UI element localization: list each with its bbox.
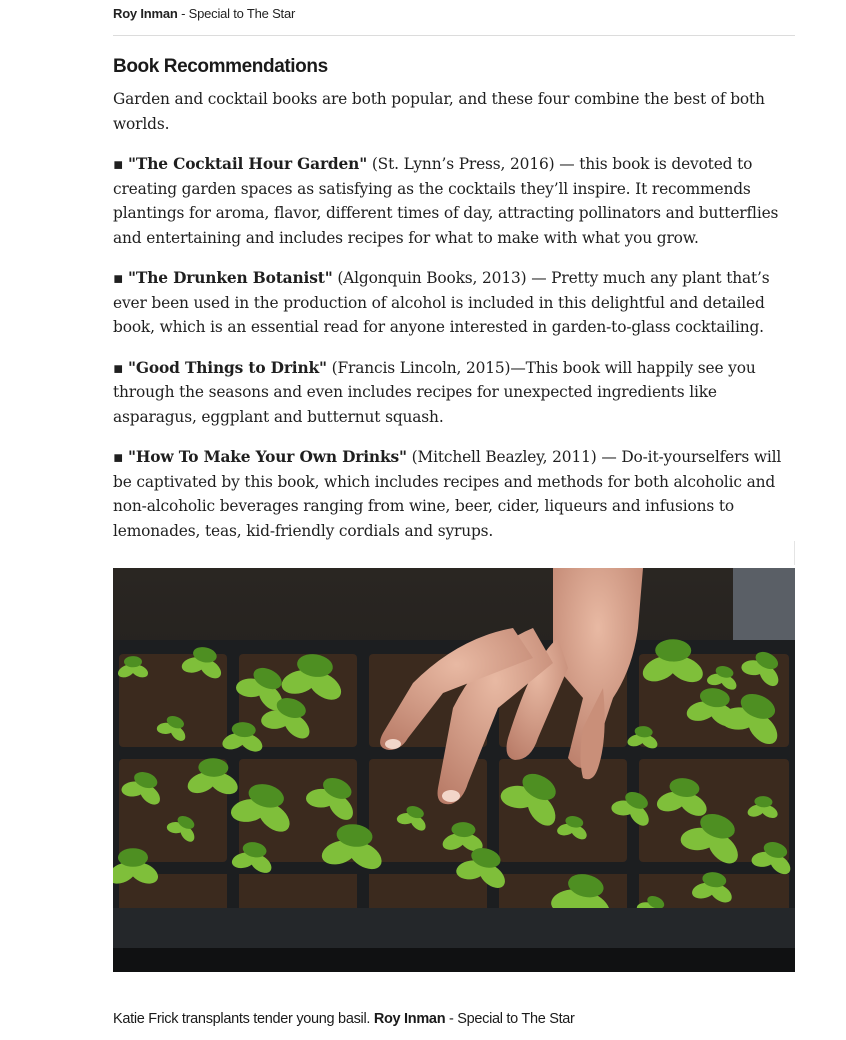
caption-text: Katie Frick transplants tender young basil. bbox=[113, 1011, 374, 1027]
sleeve bbox=[733, 568, 795, 648]
tray-lip bbox=[113, 908, 795, 948]
fingernail bbox=[442, 790, 460, 802]
caption-affiliation: - Special to The Star bbox=[445, 1011, 575, 1027]
basil-photo bbox=[113, 568, 795, 972]
caption-author: Roy Inman bbox=[373, 1011, 446, 1027]
book-title: "Good Things to Drink" bbox=[128, 358, 327, 377]
book-item bbox=[113, 152, 795, 250]
photo-credit-top bbox=[113, 6, 795, 36]
section-heading: Book Recommendations bbox=[113, 56, 328, 77]
bullet-icon: ▪ bbox=[113, 448, 124, 466]
photo-caption bbox=[113, 1011, 795, 1027]
credit-author: Roy Inman bbox=[113, 6, 178, 21]
photo-edge-divider bbox=[794, 541, 795, 565]
tray-shadow bbox=[113, 948, 795, 972]
bullet-icon: ▪ bbox=[113, 269, 124, 287]
book-title: "How To Make Your Own Drinks" bbox=[128, 448, 407, 466]
book-item bbox=[113, 356, 795, 430]
credit-affiliation: - Special to The Star bbox=[177, 6, 296, 21]
soil-cell bbox=[499, 759, 627, 862]
fingernail bbox=[385, 739, 401, 749]
book-description: (St. Lynn’s Press, 2016) — this book is devoted to creating garden spaces as satisfying as the cocktails they’ll inspire. It recommends plantings for aroma, flavor, different times of day, attracting pollinators and butterflies and entertaining and includes recipes for what to make with what you grow. bbox=[113, 155, 779, 247]
book-title: "The Cocktail Hour Garden" bbox=[128, 155, 368, 173]
book-item bbox=[113, 445, 795, 543]
basil-seedling-illustration bbox=[113, 568, 795, 972]
bullet-icon: ▪ bbox=[113, 155, 124, 173]
article-body bbox=[113, 87, 795, 559]
intro-paragraph: Garden and cocktail books are both popular, and these four combine the best of both worlds. bbox=[113, 90, 765, 133]
book-description: (Algonquin Books, 2013) — Pretty much any plant that’s ever been used in the production of alcohol is included in this delightful and detailed book, which is an essential read for anyone interested in garden-to-glass cocktailing. bbox=[113, 269, 770, 336]
book-title: "The Drunken Botanist" bbox=[128, 269, 333, 287]
book-description: (Francis Lincoln, 2015)—This book will happily see you through the seasons and even includes recipes for unexpected ingredients like asparagus, eggplant and butternut squash. bbox=[113, 358, 756, 426]
book-item bbox=[113, 266, 795, 340]
book-description: (Mitchell Beazley, 2011) — Do-it-yourselfers will be captivated by this book, which includes recipes and methods for both alcoholic and non-alcoholic beverages ranging from wine, beer, cider, liqueurs and infusions to lemonades, teas, kid-friendly cordials and syrups. bbox=[113, 448, 782, 540]
bullet-icon: ▪ bbox=[113, 358, 124, 377]
